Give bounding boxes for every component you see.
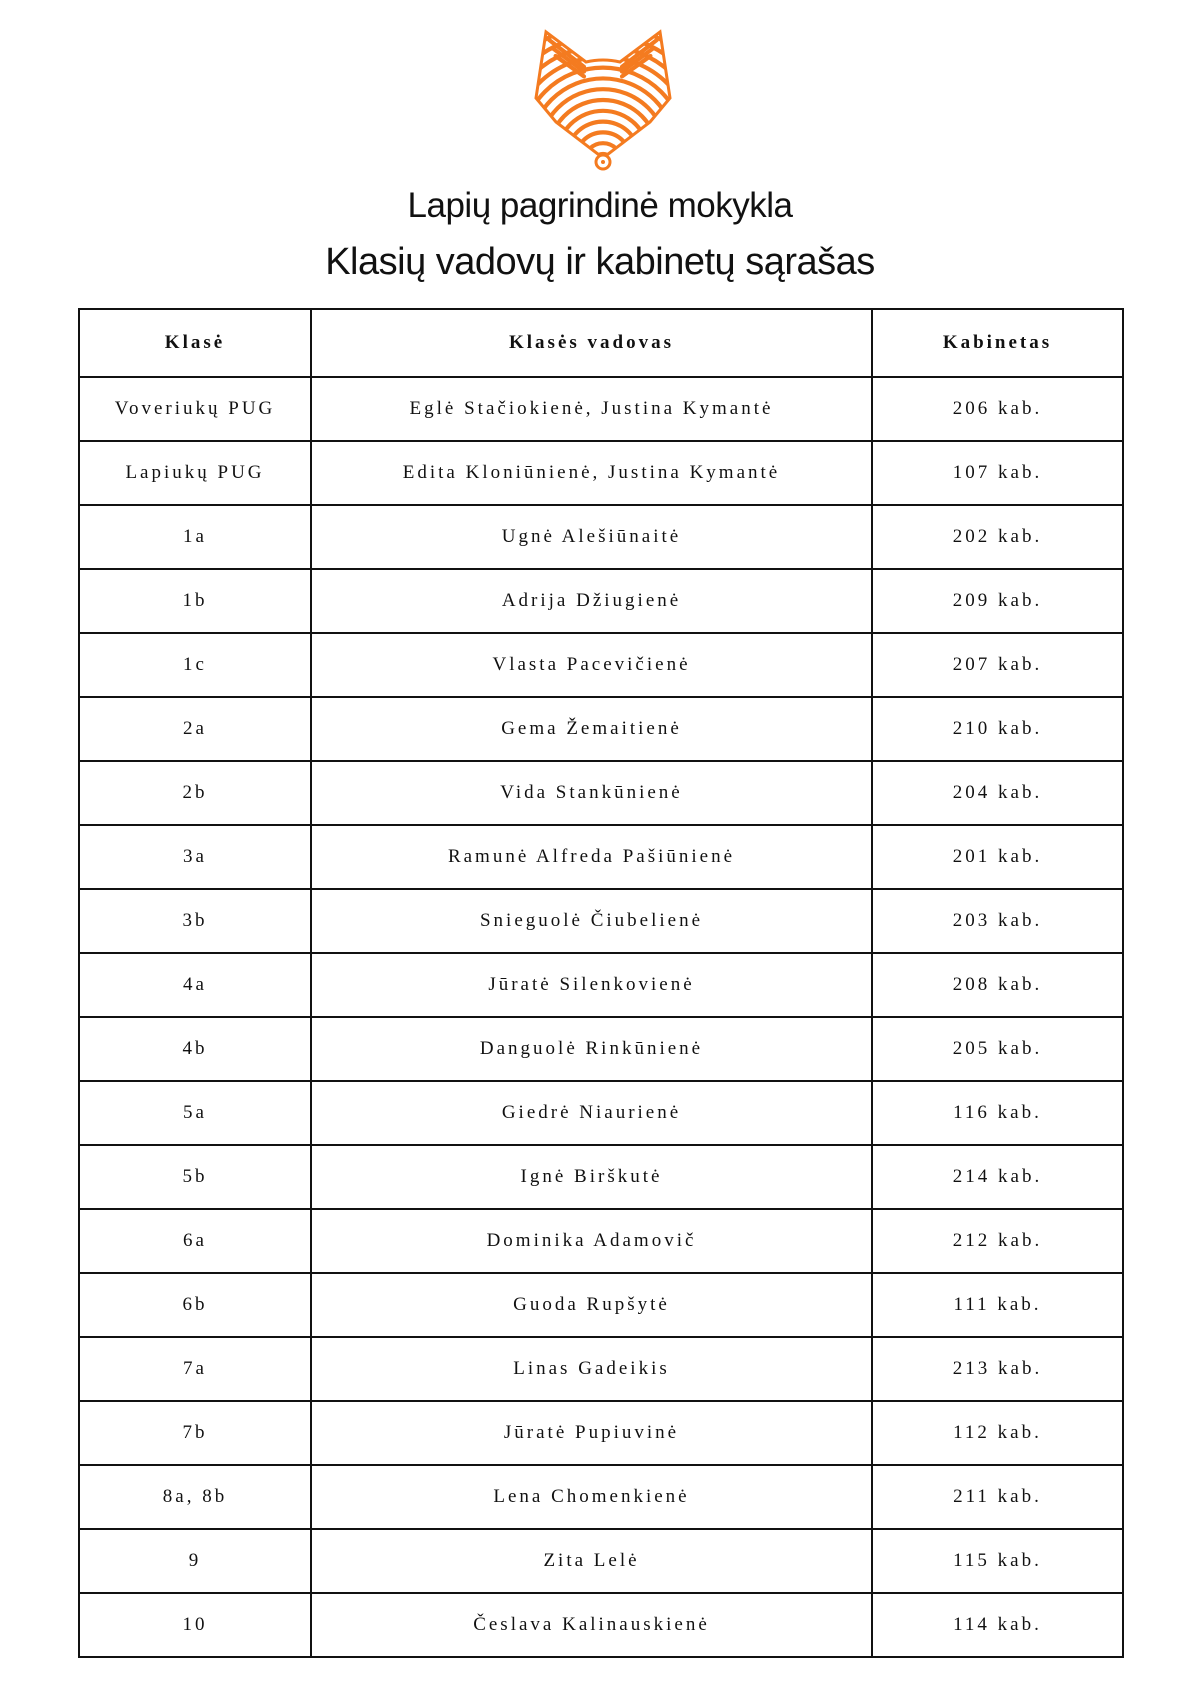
- table-row: [79, 505, 1123, 569]
- table-row: [79, 953, 1123, 1017]
- class-cell: 3b: [79, 889, 311, 953]
- class-teacher-table: [78, 308, 1124, 1658]
- table-row: [79, 1529, 1123, 1593]
- room-cell: 205 kab.: [872, 1017, 1123, 1081]
- teacher-cell: Linas Gadeikis: [311, 1337, 872, 1401]
- class-cell: 1a: [79, 505, 311, 569]
- table-row: [79, 441, 1123, 505]
- document-title: Klasių vadovų ir kabinetų sąrašas: [325, 241, 875, 283]
- room-cell: 214 kab.: [872, 1145, 1123, 1209]
- table-header-row: [79, 309, 1123, 377]
- room-cell: 203 kab.: [872, 889, 1123, 953]
- table-row: [79, 697, 1123, 761]
- room-cell: 208 kab.: [872, 953, 1123, 1017]
- school-name: Lapių pagrindinė mokykla: [407, 186, 793, 225]
- room-cell: 202 kab.: [872, 505, 1123, 569]
- room-cell: 201 kab.: [872, 825, 1123, 889]
- teacher-cell: Giedrė Niaurienė: [311, 1081, 872, 1145]
- room-cell: 107 kab.: [872, 441, 1123, 505]
- table-row: [79, 1017, 1123, 1081]
- table-row: [79, 1401, 1123, 1465]
- teacher-cell: Ignė Birškutė: [311, 1145, 872, 1209]
- room-cell: 116 kab.: [872, 1081, 1123, 1145]
- column-header-room: Kabinetas: [872, 309, 1123, 377]
- class-cell: 2b: [79, 761, 311, 825]
- class-cell: 7b: [79, 1401, 311, 1465]
- room-cell: 207 kab.: [872, 633, 1123, 697]
- table-row: [79, 889, 1123, 953]
- table-row: [79, 761, 1123, 825]
- class-cell: 4a: [79, 953, 311, 1017]
- room-cell: 211 kab.: [872, 1465, 1123, 1529]
- table-row: [79, 1273, 1123, 1337]
- table-row: [79, 825, 1123, 889]
- room-cell: 213 kab.: [872, 1337, 1123, 1401]
- teacher-cell: Jūratė Silenkovienė: [311, 953, 872, 1017]
- fox-head-logo-icon: [528, 26, 678, 172]
- class-cell: 6a: [79, 1209, 311, 1273]
- table-row: [79, 1593, 1123, 1657]
- table-row: [79, 633, 1123, 697]
- room-cell: 114 kab.: [872, 1593, 1123, 1657]
- table-row: [79, 1209, 1123, 1273]
- room-cell: 209 kab.: [872, 569, 1123, 633]
- teacher-cell: Zita Lelė: [311, 1529, 872, 1593]
- room-cell: 212 kab.: [872, 1209, 1123, 1273]
- room-cell: 115 kab.: [872, 1529, 1123, 1593]
- class-cell: Voveriukų PUG: [79, 377, 311, 441]
- table-row: [79, 1337, 1123, 1401]
- teacher-cell: Guoda Rupšytė: [311, 1273, 872, 1337]
- class-cell: 6b: [79, 1273, 311, 1337]
- teacher-cell: Ramunė Alfreda Pašiūnienė: [311, 825, 872, 889]
- class-cell: 8a, 8b: [79, 1465, 311, 1529]
- room-cell: 206 kab.: [872, 377, 1123, 441]
- table-row: [79, 569, 1123, 633]
- class-cell: 1c: [79, 633, 311, 697]
- class-cell: 7a: [79, 1337, 311, 1401]
- table-row: [79, 1081, 1123, 1145]
- table-row: [79, 377, 1123, 441]
- teacher-cell: Vlasta Pacevičienė: [311, 633, 872, 697]
- teacher-cell: Dominika Adamovič: [311, 1209, 872, 1273]
- column-header-class: Klasė: [79, 309, 311, 377]
- class-cell: 4b: [79, 1017, 311, 1081]
- teacher-cell: Jūratė Pupiuvinė: [311, 1401, 872, 1465]
- class-cell: 5b: [79, 1145, 311, 1209]
- class-cell: 1b: [79, 569, 311, 633]
- room-cell: 111 kab.: [872, 1273, 1123, 1337]
- teacher-cell: Lena Chomenkienė: [311, 1465, 872, 1529]
- teacher-cell: Edita Kloniūnienė, Justina Kymantė: [311, 441, 872, 505]
- room-cell: 204 kab.: [872, 761, 1123, 825]
- teacher-cell: Vida Stankūnienė: [311, 761, 872, 825]
- teacher-cell: Eglė Stačiokienė, Justina Kymantė: [311, 377, 872, 441]
- teacher-cell: Česlava Kalinauskienė: [311, 1593, 872, 1657]
- class-cell: 2a: [79, 697, 311, 761]
- teacher-cell: Gema Žemaitienė: [311, 697, 872, 761]
- teacher-cell: Adrija Džiugienė: [311, 569, 872, 633]
- column-header-teacher: Klasės vadovas: [311, 309, 872, 377]
- class-cell: Lapiukų PUG: [79, 441, 311, 505]
- room-cell: 112 kab.: [872, 1401, 1123, 1465]
- teacher-cell: Ugnė Alešiūnaitė: [311, 505, 872, 569]
- table-row: [79, 1465, 1123, 1529]
- class-cell: 3a: [79, 825, 311, 889]
- teacher-cell: Danguolė Rinkūnienė: [311, 1017, 872, 1081]
- class-cell: 9: [79, 1529, 311, 1593]
- teacher-cell: Snieguolė Čiubelienė: [311, 889, 872, 953]
- table-row: [79, 1145, 1123, 1209]
- room-cell: 210 kab.: [872, 697, 1123, 761]
- class-cell: 5a: [79, 1081, 311, 1145]
- class-cell: 10: [79, 1593, 311, 1657]
